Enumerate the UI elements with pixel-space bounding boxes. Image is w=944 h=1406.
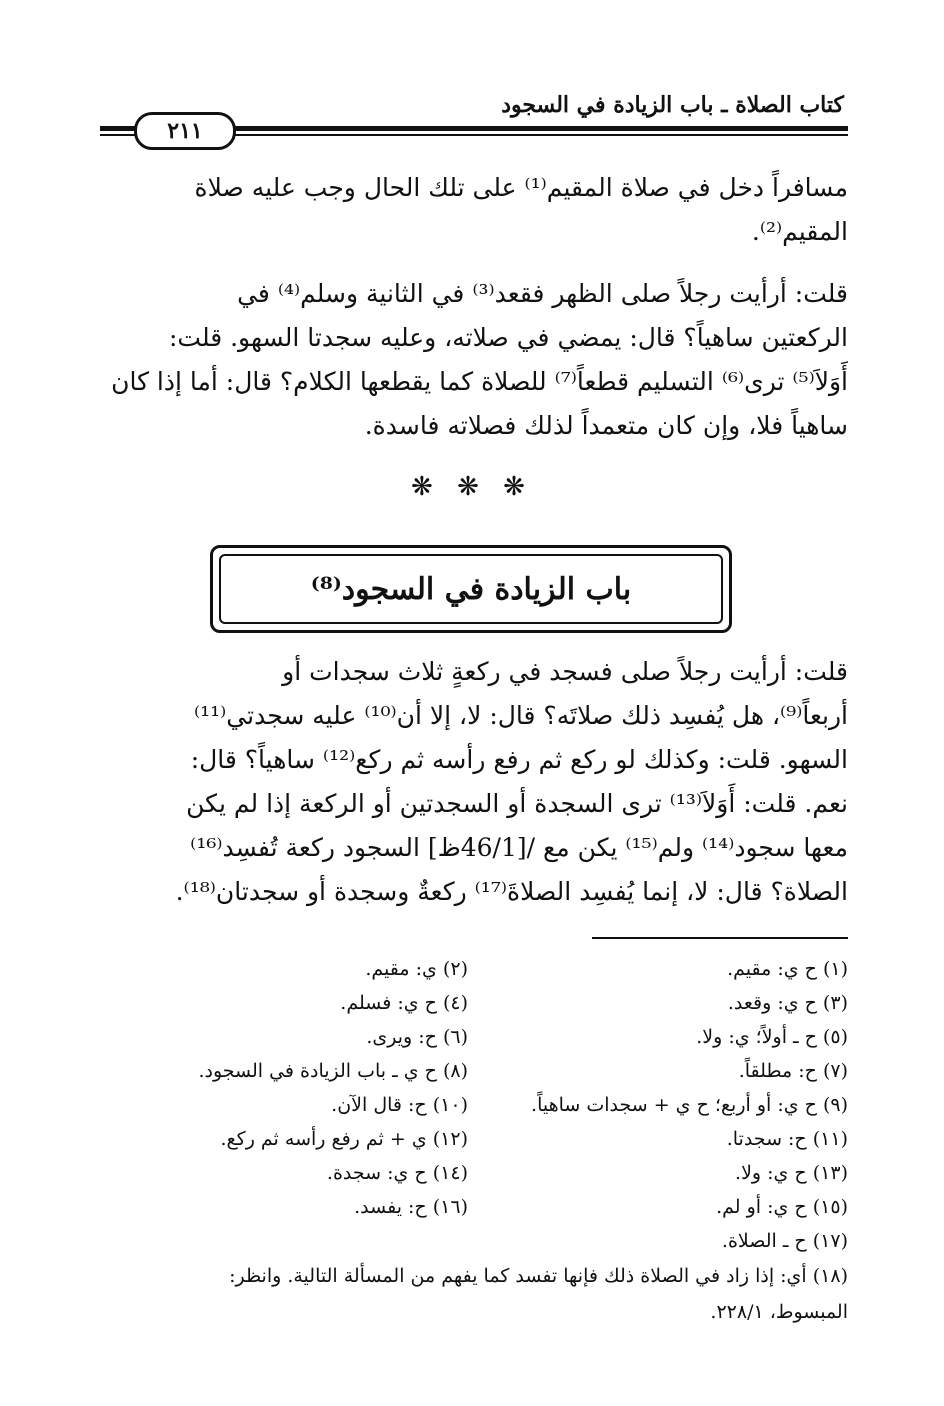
- text-line: مسافراً دخل في صلاة المقيم⁽¹⁾ على تلك الحال وجب عليه صلاة: [194, 173, 848, 202]
- text-line: الركعتين ساهياً؟ قال: يمضي في صلاته، وعليه سجدتا السهو. قلت:: [168, 323, 848, 352]
- text-line: أَوَلاَ⁽⁵⁾ ترى⁽⁶⁾ التسليم قطعاً⁽⁷⁾ للصلاة كما يقطعها الكلام؟ قال: أما إذا كان: [111, 367, 848, 396]
- footnotes-left-column: [108, 952, 468, 1224]
- chapter-title: باب الزيادة في السجود⁽⁸⁾: [310, 571, 632, 607]
- footnote: (٣) ح ي: وقعد.: [727, 992, 848, 1014]
- text-line: قلت: أرأيت رجلاً صلى فسجد في ركعةٍ ثلاث سجدات أو: [282, 657, 848, 686]
- footnote: (٦) ح: ويرى.: [366, 1026, 468, 1048]
- footnote: (١٠) ح: قال الآن.: [331, 1094, 468, 1116]
- text-line: ساهياً فلا، وإن كان متعمداً لذلك فصلاته فاسدة.: [364, 411, 848, 440]
- section-separator: ❋ ❋ ❋: [411, 472, 533, 502]
- footnote: (١١) ح: سجدتا.: [726, 1128, 848, 1150]
- running-title: كتاب الصلاة ـ باب الزيادة في السجود: [501, 92, 844, 118]
- footnote: (٢) ي: مقيم.: [365, 958, 468, 980]
- footnote: (١٧) ح ـ الصلاة.: [721, 1230, 848, 1252]
- footnote: (١٦) ح: يفسد.: [354, 1196, 468, 1218]
- text-line: المقيم⁽²⁾.: [751, 217, 848, 246]
- footnote: (٧) ح: مطلقاً.: [738, 1060, 848, 1082]
- paragraph-3: [100, 650, 848, 914]
- footnote: (١٢) ي + ثم رفع رأسه ثم ركع.: [220, 1128, 468, 1150]
- footnote: (٤) ح ي: فسلم.: [340, 992, 468, 1014]
- paragraph-1: [100, 166, 848, 254]
- text-line: معها سجود⁽¹⁴⁾ ولم⁽¹⁵⁾ يكن مع /[46/1ظ] السجود ركعة تُفسِد⁽¹⁶⁾: [190, 833, 848, 862]
- text-line: قلت: أرأيت رجلاً صلى الظهر فقعد⁽³⁾ في الثانية وسلم⁽⁴⁾ في: [237, 279, 848, 308]
- footnote-line: (١٨) أي: إذا زاد في الصلاة ذلك فإنها تفسد كما يفهم من المسألة التالية. وانظر:: [229, 1265, 848, 1287]
- footnote: (١٤) ح ي: سجدة.: [326, 1162, 468, 1184]
- text-line: السهو. قلت: وكذلك لو ركع ثم رفع رأسه ثم ركع⁽¹²⁾ ساهياً؟ قال:: [190, 745, 848, 774]
- footnote: (١٥) ح ي: أو لم.: [716, 1196, 848, 1218]
- text-line: أربعاً⁽⁹⁾، هل يُفسِد ذلك صلاتَه؟ قال: لا، إلا أن⁽¹⁰⁾ عليه سجدتي⁽¹¹⁾: [193, 701, 848, 730]
- paragraph-2: [100, 272, 848, 448]
- page-number: ٢١١: [134, 112, 236, 150]
- footnote-18: [100, 1258, 848, 1330]
- footnote-separator: [592, 937, 848, 939]
- footnotes-right-column: [488, 952, 848, 1258]
- footnote: (٨) ح ي ـ باب الزيادة في السجود.: [198, 1060, 468, 1082]
- footnote: (١) ح ي: مقيم.: [727, 958, 848, 980]
- text-line: الصلاة؟ قال: لا، إنما يُفسِد الصلاةَ⁽¹⁷⁾ ركعةٌ وسجدة أو سجدتان⁽¹⁸⁾.: [175, 877, 848, 906]
- footnote: (٩) ح ي: أو أربع؛ ح ي + سجدات ساهياً.: [531, 1094, 848, 1116]
- chapter-heading-frame: [210, 545, 732, 633]
- footnote: (٥) ح ـ أولاً؛ ي: ولا.: [696, 1026, 848, 1048]
- footnote-line: المبسوط، ٢٢٨/١.: [710, 1301, 848, 1323]
- footnote: (١٣) ح ي: ولا.: [735, 1162, 848, 1184]
- chapter-heading-inner-frame: [219, 554, 723, 624]
- text-line: نعم. قلت: أَوَلاَ⁽¹³⁾ ترى السجدة أو السجدتين أو الركعة إذا لم يكن: [186, 789, 848, 818]
